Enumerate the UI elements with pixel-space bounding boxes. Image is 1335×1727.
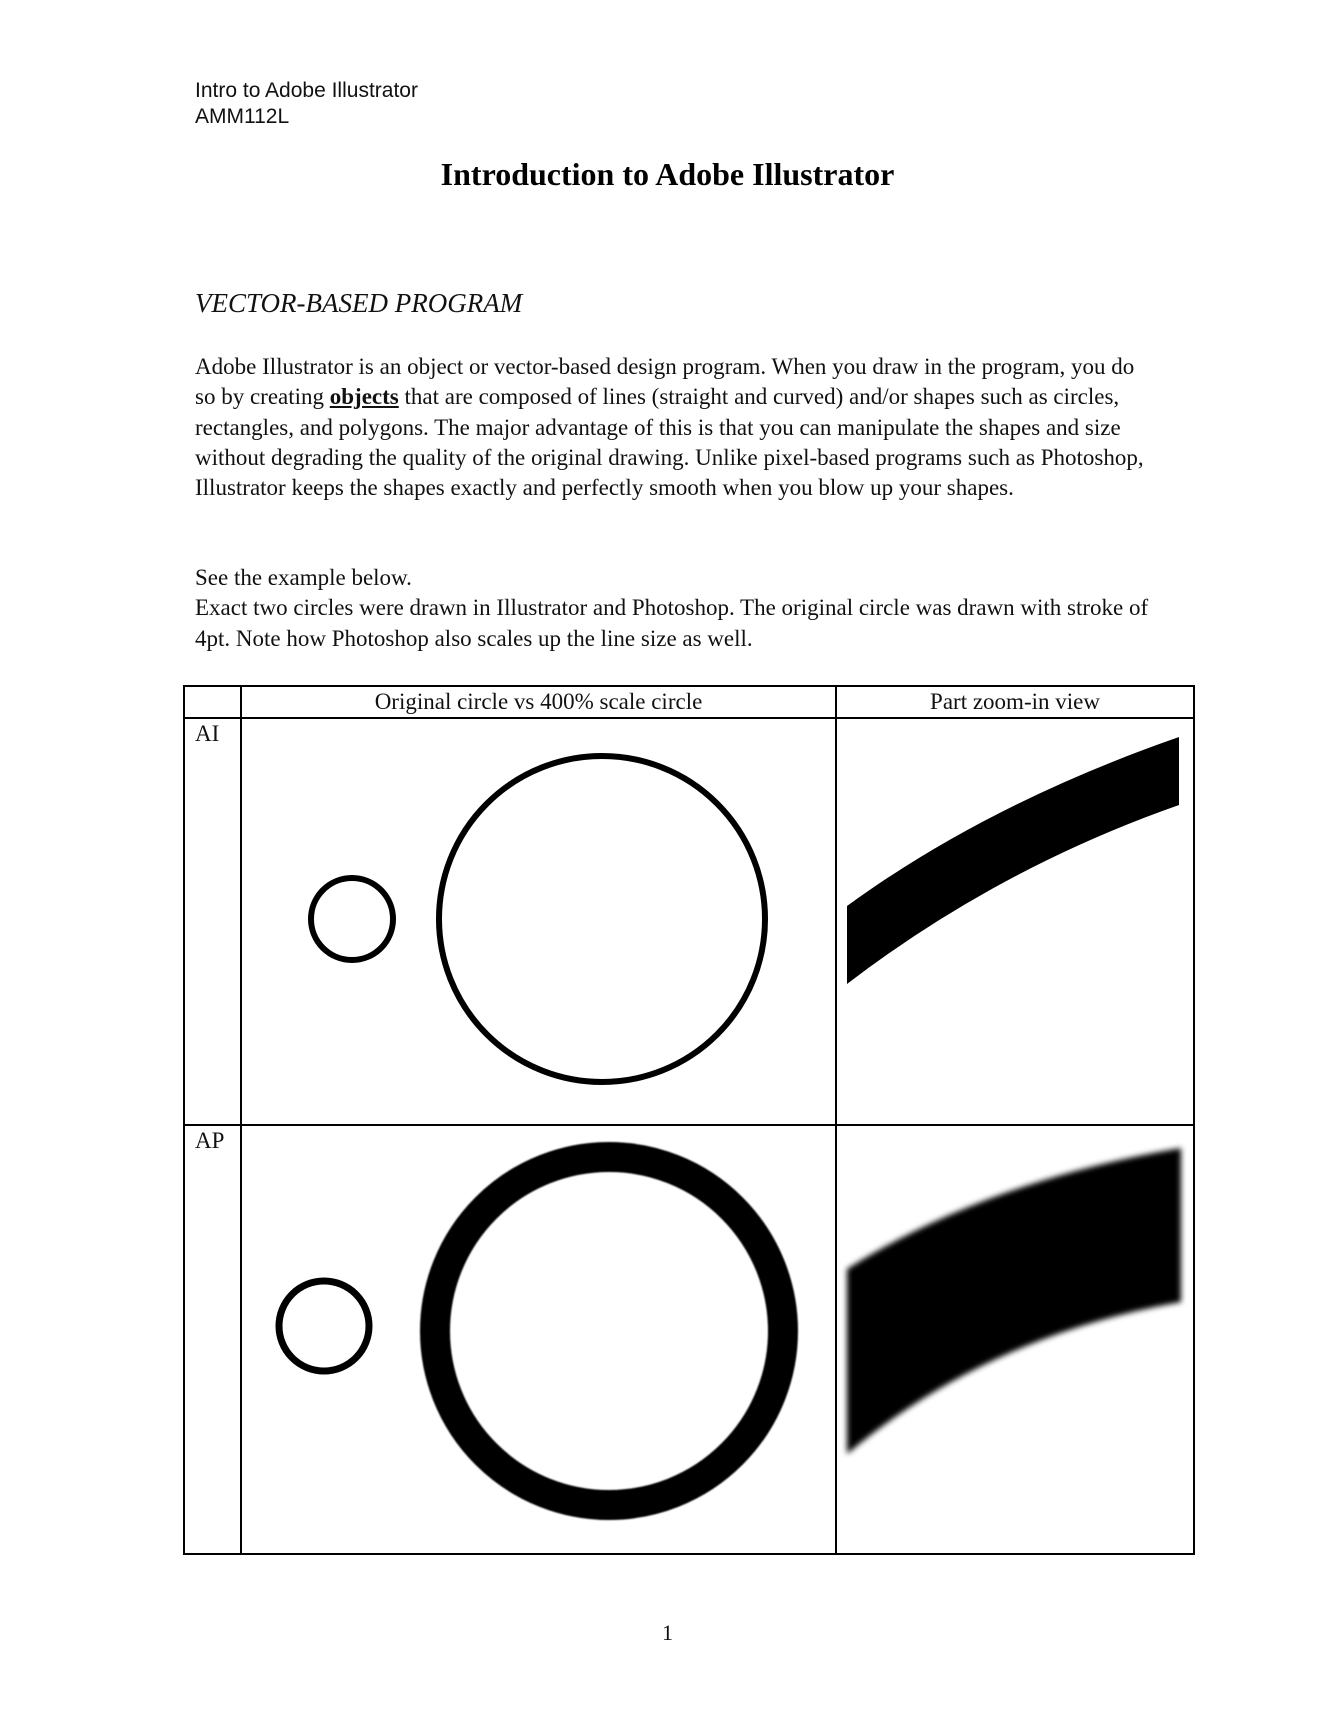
document-title: Introduction to Adobe Illustrator [440,156,895,192]
ap-small-circle [279,1281,369,1371]
document-header [195,78,418,130]
course-code: AMM112L [195,105,290,128]
ap-zoom-arc [847,1148,1181,1454]
comparison-table [183,685,1195,1555]
ai-circles-cell [241,718,836,1125]
section-heading: VECTOR-BASED PROGRAM [195,288,523,318]
page-number: 1 [662,1620,673,1645]
ap-large-circle [435,1157,783,1505]
intro-text-after: that are composed of lines (straight and curved) and/or shapes such as circles, rectangles, and polygons. The major advantage of this is that you can manipulate the shapes and size without degrading the quality of the original drawing. Unlike pixel-based programs such as Photoshop, Illustrator keeps the shapes exactly and perfectly smooth when you blow up your shapes. [195,384,1144,501]
intro-text-before: Adobe Illustrator is an object or vector-based design program. When you draw in the program, you do so by creating [195,354,1135,410]
table-row [184,718,1194,1125]
table-row [184,1125,1194,1554]
table-header-row [184,686,1194,718]
row-label-ai: AI [184,718,241,1125]
intro-paragraph [195,352,1155,503]
ap-circles-illustration [242,1126,837,1551]
table-header-scale: Original circle vs 400% scale circle [241,686,836,718]
table-header-zoom: Part zoom-in view [836,686,1194,718]
row-label-ap: AP [184,1125,241,1554]
example-paragraph [195,563,1155,654]
example-description: Exact two circles were drawn in Illustrator and Photoshop. The original circle was drawn with stroke of 4pt. Note how Photoshop also scales up the line size as well. [195,595,1149,651]
ai-zoom-arc-illustration [837,719,1195,1122]
ap-zoom-cell [836,1125,1194,1554]
ai-small-circle [311,878,393,960]
ai-zoom-arc [847,737,1179,984]
ap-zoom-arc-illustration [837,1126,1195,1551]
example-intro-line: See the example below. [195,565,412,590]
ai-zoom-cell [836,718,1194,1125]
table-header-corner [184,686,241,718]
ai-large-circle [439,756,765,1082]
objects-emphasis: objects [329,384,399,410]
course-name: Intro to Adobe Illustrator [195,79,418,102]
ap-circles-cell [241,1125,836,1554]
ai-circles-illustration [242,719,837,1122]
